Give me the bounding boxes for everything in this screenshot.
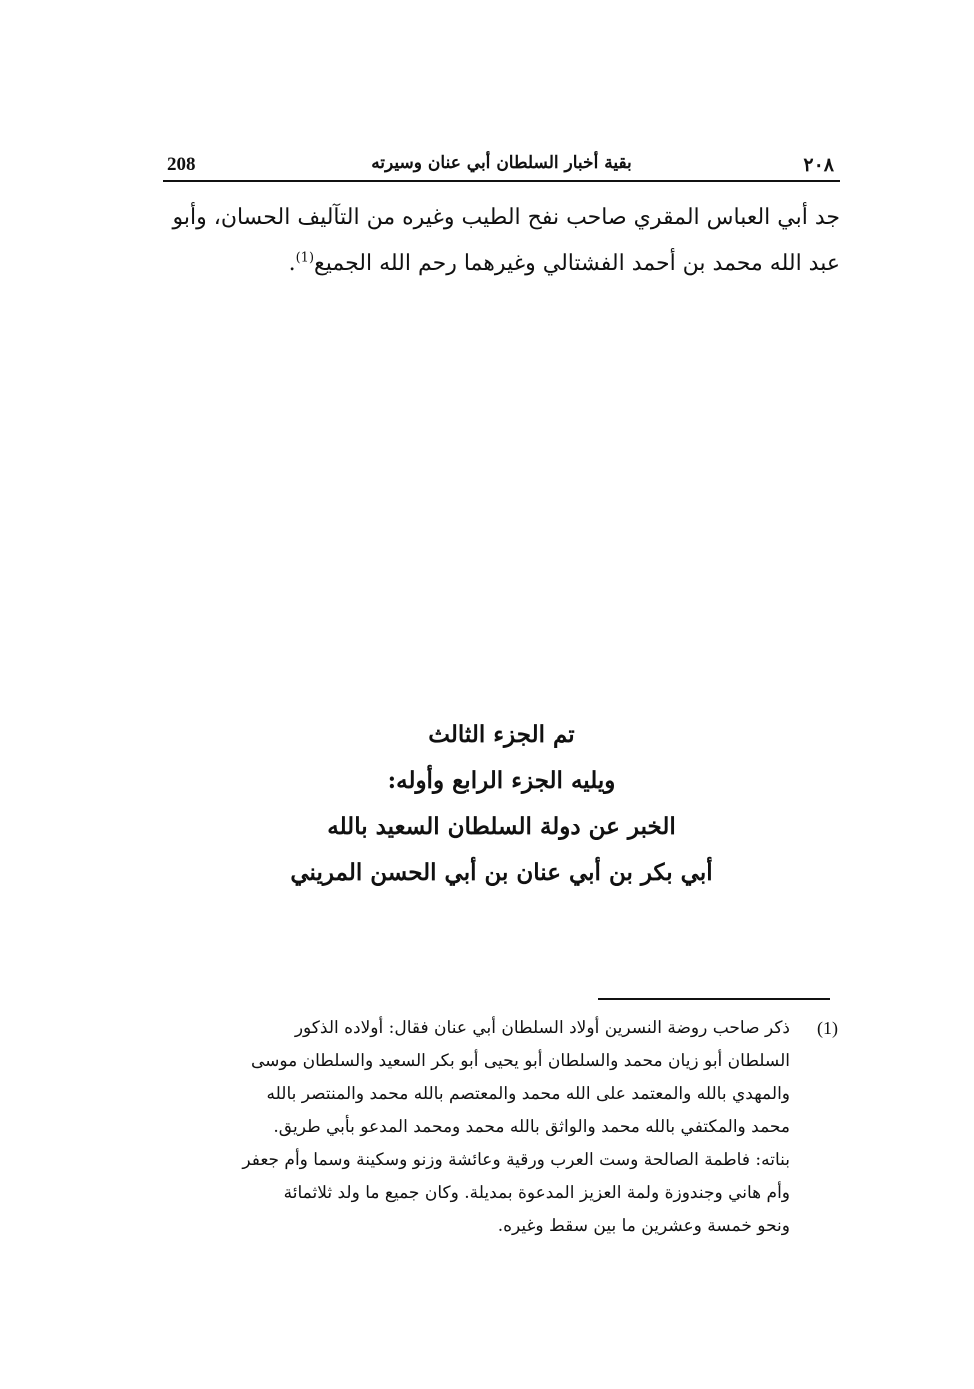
footnote-separator [598, 998, 830, 1000]
footnote-line: بناته: فاطمة الصالحة وست العرب ورقية وعائشة وزنو وسكينة وسما وأم جعفر [242, 1150, 790, 1170]
footnote-line: محمد والمكتفي بالله محمد والواثق بالله محمد ومحمد المدعو بأبي طريق. [273, 1117, 790, 1137]
header-rule [163, 180, 840, 182]
footnote-line: ونحو خمسة وعشرين ما بين سقط وغيره. [497, 1216, 790, 1236]
running-title: بقية أخبار السلطان أبي عنان وسيرته [371, 153, 632, 173]
footnote [168, 1012, 838, 1243]
colophon-line-3: الخبر عن دولة السلطان السعيد بالله [327, 813, 676, 840]
colophon [163, 712, 840, 896]
colophon-line-2: ويليه الجزء الرابع وأوله: [387, 767, 616, 794]
body-line-2 [160, 241, 840, 287]
footnote-line: السلطان أبو زيان محمد والسلطان أبو يحيى أبو بكر السعيد والسلطان موسى [250, 1051, 790, 1071]
footnote-marker: (1) [817, 1018, 838, 1038]
footnote-body [168, 1012, 790, 1243]
body-paragraph [160, 195, 840, 287]
page-number-latin: 208 [167, 154, 196, 175]
colophon-line-1: تم الجزء الثالث [428, 721, 575, 748]
body-line-2-end: . [288, 251, 296, 276]
running-header [163, 150, 840, 180]
footnote-line: والمهدي بالله والمعتمد على الله محمد والمعتصم بالله محمد والمنتصر بالله [266, 1084, 790, 1104]
body-line-2-text: عبد الله محمد بن أحمد الفشتالي وغيرهما رحم الله الجميع [314, 251, 840, 276]
colophon-line-4: أبي بكر بن أبي عنان بن أبي الحسن المريني [290, 859, 713, 886]
footnote-line: وأم هاني وجندوزة ولمة العزيز المدعوة بمديلة. وكان جميع ما ولد ثلاثمائة [283, 1183, 790, 1203]
footnote-reference[interactable]: (1) [295, 250, 315, 266]
body-line-1: جد أبي العباس المقري صاحب نفح الطيب وغيره من التآليف الحسان، وأبو [172, 205, 840, 230]
footnote-line: ذكر صاحب روضة النسرين أولاد السلطان أبي عنان فقال: أولاده الذكور [294, 1018, 790, 1038]
page-number-arabic: ٢٠٨ [803, 154, 834, 176]
